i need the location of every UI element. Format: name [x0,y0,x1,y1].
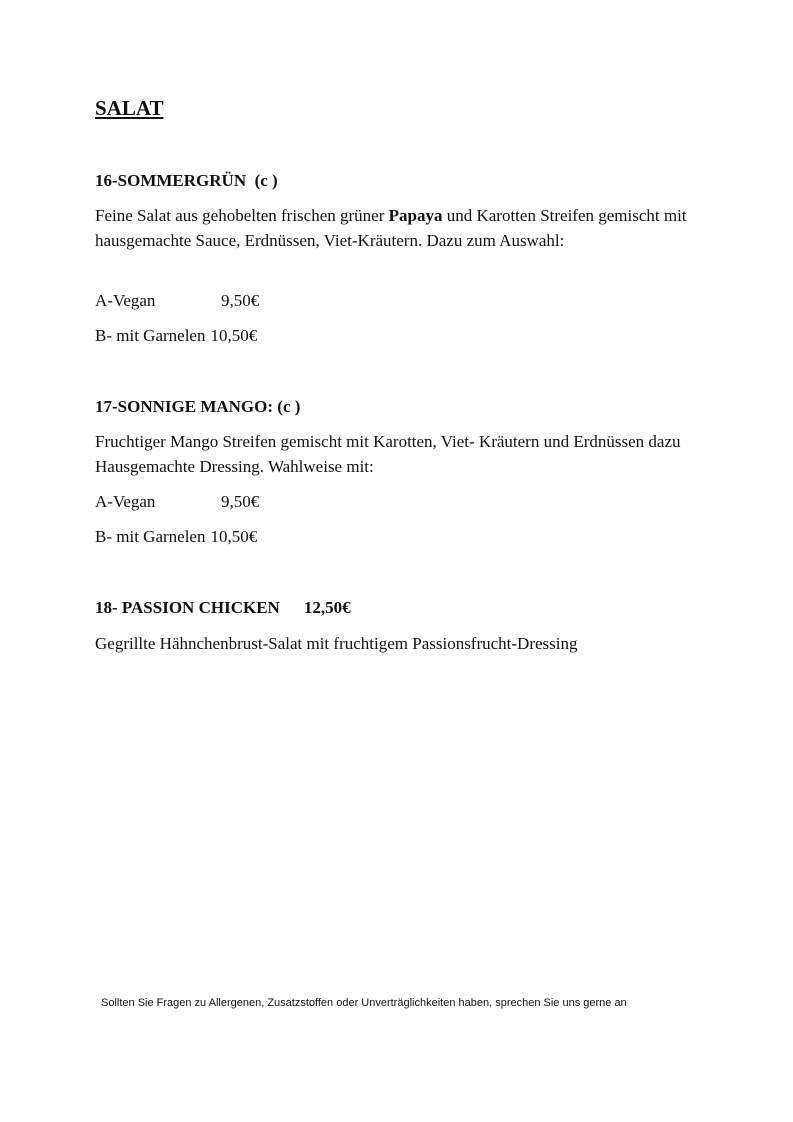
item-description [95,203,715,253]
price-option [95,290,259,312]
price-option [95,526,257,548]
option-label: B- mit Garnelen [95,527,206,546]
option-price: 10,50€ [210,326,258,345]
section-title: SALAT [95,96,164,120]
item-description-start: Feine Salat aus gehobelten frischen grüner [95,206,389,225]
item-description: Gegrillte Hähnchenbrust-Salat mit fruchtigem Passionsfrucht-Dressing [95,634,578,653]
option-label: A-Vegan [95,492,156,511]
option-label: A-Vegan [95,291,156,310]
item-description: Fruchtiger Mango Streifen gemischt mit Karotten, Viet- Kräutern und Erdnüssen dazu Hausgemachte Dressing. Wahlweise mit: [95,432,681,476]
item-heading: 16-SOMMERGRÜN (c ) [95,171,278,190]
item-heading-text: 18- PASSION CHICKEN [95,598,280,617]
allergen-footer-note: Sollten Sie Fragen zu Allergenen, Zusatzstoffen oder Unverträglichkeiten haben, sprechen Sie uns gerne an [101,997,627,1009]
price-option [95,491,259,513]
item-description-highlight: Papaya [388,206,443,225]
option-price: 9,50€ [221,492,260,511]
item-heading [95,597,351,619]
item-description-end: und Karotten Streifen gemischt mit hausgemachte Sauce, Erdnüssen, Viet-Kräutern. Dazu zum Auswahl: [95,206,687,250]
option-price: 9,50€ [221,291,260,310]
item-heading: 17-SONNIGE MANGO: (c ) [95,397,301,416]
option-label: B- mit Garnelen [95,326,206,345]
item-price: 12,50€ [303,598,351,617]
option-price: 10,50€ [210,527,258,546]
price-option [95,325,257,347]
